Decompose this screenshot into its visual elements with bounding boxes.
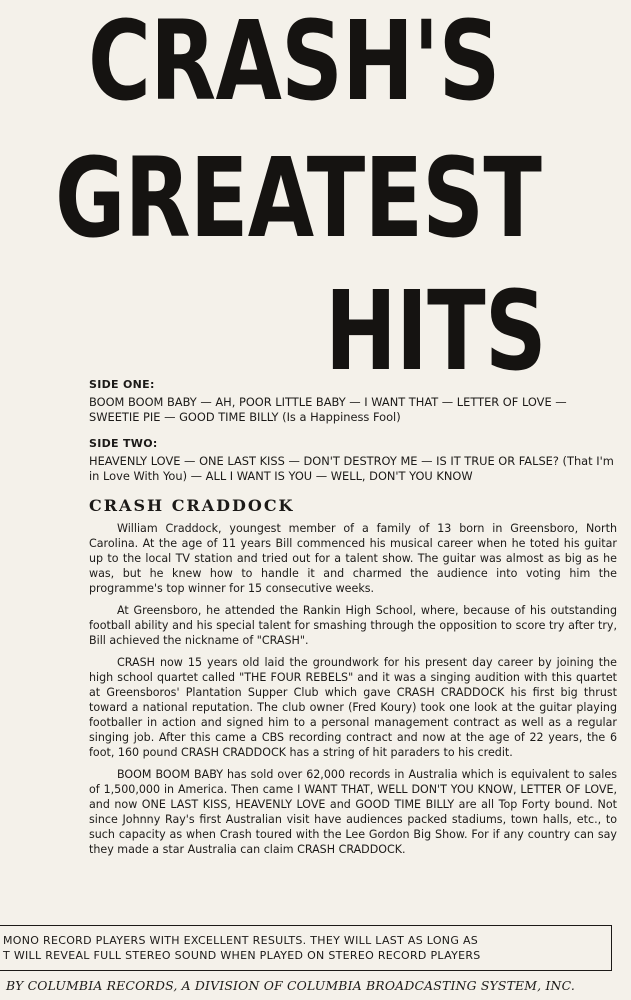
title-line-3: HITS [325,267,546,395]
bio-paragraph: William Craddock, youngest member of a family of 13 born in Greensboro, North Carolina. At the age of 11 years Bill commenced his musical career when he toted his guitar up to the local TV station and tried out for a talent show. The guitar was almost as big as he was, but he knew how to handle it and charmed the audience into voting him the programme's top winner for 15 consecutive weeks. [89,522,617,595]
notice-line-2: T WILL REVEAL FULL STEREO SOUND WHEN PLAYED ON STEREO RECORD PLAYERS [3,949,481,962]
bio-heading: CRASH CRADDOCK [89,496,295,515]
bio-paragraph: CRASH now 15 years old laid the groundwork for his present day career by joining the high school quartet called "THE FOUR REBELS" and it was a singing audition with this quartet at Greensboros' Plantation Supper Club which gave CRASH CRADDOCK his first big thrust toward a national reputation. The club owner (Fred Koury) took one look at the guitar playing footballer in action and signed him to a personal management contract as well as a regular singing job. After this came a CBS recording contract and now at the age of 22 years, the 6 foot, 160 pound CRASH CRADDOCK has a string of hit paraders to his credit. [89,656,617,759]
side-one-heading: SIDE ONE: [89,378,155,391]
side-one-tracklist: BOOM BOOM BABY — AH, POOR LITTLE BABY — I WANT THAT — LETTER OF LOVE — SWEETIE PIE — GOOD TIME BILLY (Is a Happiness Fool) [89,395,567,424]
side-two-heading: SIDE TWO: [89,437,158,450]
bio-paragraph: BOOM BOOM BABY has sold over 62,000 records in Australia which is equivalent to sales of 1,500,000 in America. Then came I WANT THAT, WELL DON'T YOU KNOW, LETTER OF LOVE, and now ONE LAST KISS, HEAVENLY LOVE and GOOD TIME BILLY are all Top Forty bound. Not since Johnny Ray's first Australian visit have audiences packed stadiums, town halls, etc., to such capacity as when Crash toured with the Lee Gordon Big Show. For if any country can say they made a star Australia can claim CRASH CRADDOCK. [89,768,617,856]
liner-notes [89,378,617,864]
title-line-1: CRASH'S [88,0,500,125]
side-two-tracklist: HEAVENLY LOVE — ONE LAST KISS — DON'T DESTROY ME — IS IT TRUE OR FALSE? (That I'm in Love With You) — ALL I WANT IS YOU — WELL, DON'T YOU KNOW [89,454,614,483]
label-footer: BY COLUMBIA RECORDS, A DIVISION OF COLUMBIA BROADCASTING SYSTEM, INC. [6,978,575,993]
stereo-notice-box [0,925,612,971]
bio-body [89,521,617,857]
notice-line-1: MONO RECORD PLAYERS WITH EXCELLENT RESULTS. THEY WILL LAST AS LONG AS [3,934,479,947]
title-line-2: GREATEST [55,134,542,262]
bio-paragraph: At Greensboro, he attended the Rankin High School, where, because of his outstanding football ability and his special talent for smashing through the opposition to score try after try, Bill achieved the nickname of "CRASH". [89,604,617,647]
